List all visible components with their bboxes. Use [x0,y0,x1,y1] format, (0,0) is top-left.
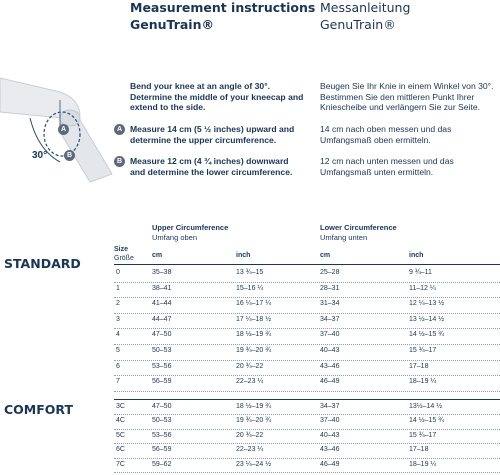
step-a-marker-icon: A [114,124,125,135]
lower-inch-cell: 18–19 ¼ [409,460,437,468]
size-cell: 0 [116,269,120,276]
lower-cm-header: cm [320,252,331,259]
size-cell: 3 [116,315,120,323]
step-b-en: Measure 12 cm (4 ¾ inches) downward and determine the lower circumference. [130,156,293,177]
lower-circumference-title: Lower Circumference [320,223,397,232]
row-divider [114,282,500,283]
upper-cm-cell: 41–44 [152,300,172,308]
upper-inch-cell: 16 ¼–17 ¼ [236,300,272,308]
row-divider [114,344,500,345]
marker-b-icon: B [64,150,75,161]
lower-inch-cell: 14 ½–15 ¾ [409,331,445,339]
lower-cm-cell: 46–49 [320,378,340,386]
size-cell: 4 [116,331,120,339]
size-cell: 2 [116,300,120,308]
title-en-line2: GenuTrain® [130,17,214,32]
upper-inch-cell: 22–23 ¼ [236,378,264,386]
upper-inch-cell: 18 ½–19 ¾ [236,403,272,410]
size-cell: 5C [116,431,125,439]
upper-circumference-title: Upper Circumference [152,223,229,232]
upper-inch-cell: 22–23 ¼ [236,446,264,454]
upper-inch-cell: 19 ¾–20 ¾ [236,417,272,425]
upper-cm-cell: 47–50 [152,403,172,410]
lower-cm-cell: 28–31 [320,284,340,292]
upper-cm-cell: 50–53 [152,347,172,354]
size-cell: 7C [116,460,125,468]
lower-cm-cell: 43–46 [320,362,340,370]
row-divider [114,328,500,329]
size-label: Size [114,246,129,253]
lower-inch-cell: 13 ½–14 ½ [409,315,445,323]
row-divider [114,443,500,444]
title-de-line2: GenuTrain® [320,17,396,32]
table-header-rule [114,264,500,265]
angle-label: 30° [32,150,48,161]
lower-inch-cell: 11–12 ¼ [409,284,436,292]
upper-inch-cell: 15–16 ¼ [236,284,264,292]
row-divider [114,429,500,430]
size-cell: 7 [116,378,120,386]
lower-inch-cell: 14 ½–15 ¾ [409,417,445,425]
row-divider [114,414,500,415]
row-divider [114,472,500,473]
row-divider [114,360,500,361]
marker-a-icon: A [58,124,69,135]
lower-cm-cell: 43–46 [320,446,340,454]
size-cell: 5 [116,347,120,354]
comfort-label: COMFORT [4,402,73,417]
lower-circumference-sub: Umfang unten [320,233,368,242]
row-divider [114,458,500,459]
standard-label: STANDARD [4,256,81,271]
lower-inch-cell: 17–18 [409,446,429,454]
title-en-line1: Measurement instructions [130,0,316,15]
upper-cm-cell: 44–47 [152,315,172,323]
row-divider [114,297,500,298]
upper-cm-cell: 56–59 [152,446,172,454]
lower-cm-cell: 37–40 [320,331,340,339]
upper-cm-header: cm [152,252,163,259]
lower-inch-header: inch [409,252,424,259]
upper-inch-cell: 23 ¼–24 ½ [236,460,272,468]
upper-cm-cell: 56–59 [152,378,172,386]
size-cell: 3C [116,403,125,410]
step-a-de: 14 cm nach oben messen und das Umfangsmaß oben ermitteln. [320,124,452,145]
upper-cm-cell: 35–38 [152,269,172,276]
upper-inch-cell: 13 ¾–15 [236,269,264,276]
size-cell: 6 [116,362,120,370]
lower-inch-cell: 15 ¾–17 [409,431,437,439]
lower-inch-cell: 12 ¼–13 ½ [409,300,445,308]
upper-inch-cell: 19 ¾–20 ¾ [236,347,272,354]
lower-cm-cell: 25–28 [320,269,340,276]
step1-de: Beugen Sie Ihr Knie in einem Winkel von 30°. Bestimmen Sie den mittleren Punkt Ihrer Kniescheibe und verlängern Sie zur Seite. [320,81,494,113]
upper-inch-cell: 17 ¼–18 ½ [236,315,272,323]
lower-inch-cell: 17–18 [409,362,429,370]
size-cell: 6C [116,446,125,454]
step-b-de: 12 cm nach unten messen und das Umfangsmaß unten ermitteln. [320,156,454,177]
size-sub: Größe [114,255,134,262]
size-cell: 4C [116,417,125,425]
title-de-line1: Messanleitung [320,0,411,15]
upper-cm-cell: 47–50 [152,331,172,339]
row-divider [114,391,500,392]
row-divider [114,375,500,376]
lower-cm-cell: 31–34 [320,300,340,308]
upper-cm-cell: 53–56 [152,431,172,439]
knee-diagram [0,70,120,190]
upper-inch-cell: 20 ¾–22 [236,431,264,439]
lower-cm-cell: 40–43 [320,347,340,354]
step-a-en: Measure 14 cm (5 ½ inches) upward and determine the upper circumference. [130,124,295,145]
lower-cm-cell: 37–40 [320,417,340,425]
lower-cm-cell: 40–43 [320,431,340,439]
upper-inch-cell: 20 ¾–22 [236,362,264,370]
upper-circumference-sub: Umfang oben [152,233,198,242]
step-b-marker-icon: B [114,156,125,167]
step1-en: Bend your knee at an angle of 30°. Determine the middle of your kneecap and extend to the side. [130,81,304,113]
lower-inch-cell: 9 ¾–11 [409,269,432,276]
upper-inch-cell: 18 ½–19 ¾ [236,331,272,339]
lower-inch-cell: 18–19 ¼ [409,378,437,386]
upper-inch-header: inch [236,252,251,259]
lower-cm-cell: 46–49 [320,460,340,468]
size-cell: 1 [116,284,120,292]
lower-cm-cell: 34–37 [320,315,340,323]
lower-inch-cell: 13½–14 ½ [409,403,443,410]
upper-cm-cell: 53–56 [152,362,172,370]
row-divider [114,313,500,314]
lower-cm-cell: 34–37 [320,403,340,410]
upper-cm-cell: 38–41 [152,284,172,292]
comfort-top-rule [114,399,500,400]
upper-cm-cell: 59–62 [152,460,172,468]
lower-inch-cell: 15 ¾–17 [409,347,437,354]
upper-cm-cell: 50–53 [152,417,172,425]
